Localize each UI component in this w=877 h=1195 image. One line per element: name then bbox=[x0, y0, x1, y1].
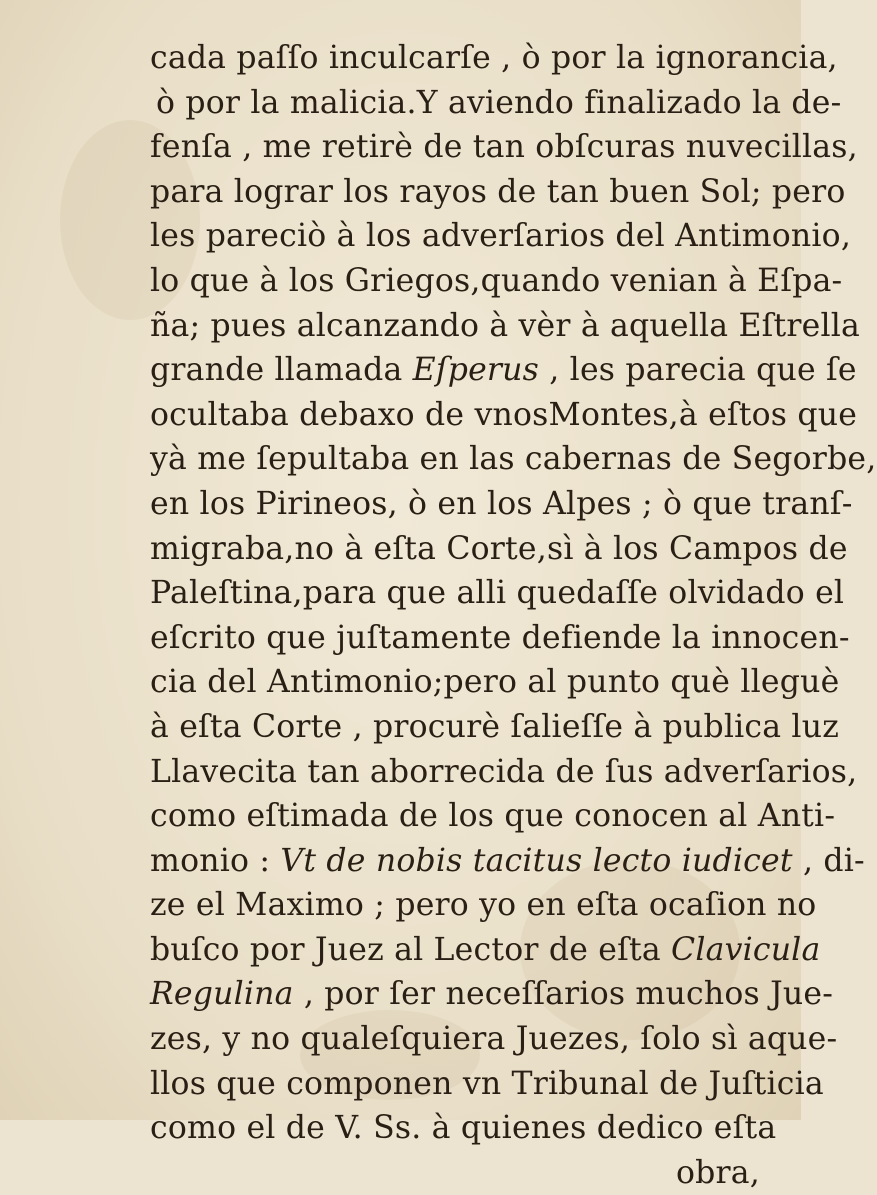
text-line bbox=[150, 81, 842, 126]
text-run: cia del Antimonio;pero al punto què lleguè bbox=[150, 664, 840, 701]
text-run: para lograr los rayos de tan buen Sol; pero bbox=[150, 173, 846, 210]
italic-phrase: Clavicula bbox=[671, 931, 821, 968]
text-line bbox=[150, 393, 858, 438]
text-line bbox=[150, 348, 857, 393]
text-line bbox=[150, 705, 839, 750]
text-run: monio : bbox=[150, 842, 281, 879]
text-line bbox=[150, 170, 846, 215]
text-line bbox=[150, 1017, 838, 1062]
text-line bbox=[150, 125, 858, 170]
text-run: ze el Maximo ; pero yo en eſta ocaſion no bbox=[150, 887, 817, 924]
text-run: buſco por Juez al Lector de eſta bbox=[150, 931, 672, 968]
text-run: Llavecita tan aborrecida de ſus adverſarios, bbox=[150, 753, 858, 790]
text-run: como el de V. Ss. à quienes dedico eſta bbox=[150, 1110, 777, 1147]
text-run: les pareciò à los adverſarios del Antimonio, bbox=[150, 218, 852, 255]
text-run: en los Pirineos, ò en los Alpes ; ò que tranſ- bbox=[150, 485, 853, 522]
text-line bbox=[150, 304, 860, 349]
text-run: Paleſtina,para que alli quedaſſe olvidado el bbox=[150, 575, 845, 612]
text-run: cada paſſo inculcarſe , ò por la ignorancia, bbox=[150, 40, 838, 76]
text-line bbox=[150, 660, 840, 705]
text-run: migraba,no à eſta Corte,sì à los Campos de bbox=[150, 530, 848, 567]
text-line bbox=[150, 928, 821, 973]
text-line bbox=[150, 527, 848, 572]
text-run: como eſtimada de los que conocen al Anti- bbox=[150, 798, 836, 835]
text-line bbox=[150, 839, 865, 884]
text-run: ña; pues alcanzando à vèr à aquella Eſtrella bbox=[150, 307, 860, 344]
text-run: llos que componen vn Tribunal de Juſticia bbox=[150, 1065, 824, 1102]
text-run: fenſa , me retirè de tan obſcuras nuvecillas, bbox=[150, 129, 858, 166]
text-line bbox=[150, 437, 877, 482]
text-line bbox=[150, 1106, 790, 1151]
text-run: yà me ſepultaba en las cabernas de Segorbe, bbox=[150, 441, 877, 478]
text-run: , les parecia que ſe bbox=[539, 352, 857, 389]
italic-phrase: Eſperus bbox=[412, 352, 540, 389]
text-line bbox=[150, 214, 852, 259]
text-run: à eſta Corte , procurè ſalieſſe à publica luz bbox=[150, 708, 839, 745]
text-run: eſcrito que juſtamente defiende la innocen- bbox=[150, 619, 850, 656]
body-text bbox=[150, 36, 877, 1195]
text-line bbox=[150, 1062, 824, 1107]
catchword: obra, bbox=[676, 1154, 760, 1191]
italic-phrase: Vt de nobis tacitus lecto iudicet bbox=[280, 842, 793, 879]
text-run: , di- bbox=[792, 842, 865, 879]
text-line bbox=[150, 259, 843, 304]
text-run: ocultaba debaxo de vnosMontes,à eſtos que bbox=[150, 396, 858, 433]
italic-phrase: Regulina bbox=[150, 976, 294, 1013]
text-run: lo que à los Griegos,quando venian à Eſpa- bbox=[150, 262, 843, 299]
text-run: grande llamada bbox=[150, 352, 413, 389]
text-line bbox=[150, 571, 845, 616]
text-line bbox=[150, 616, 850, 661]
text-run: zes, y no qualeſquiera Juezes, ſolo sì aque- bbox=[150, 1021, 838, 1058]
text-line bbox=[150, 883, 817, 928]
text-line bbox=[150, 36, 838, 81]
text-line bbox=[150, 482, 853, 527]
text-line bbox=[150, 750, 858, 795]
text-line bbox=[150, 794, 836, 839]
text-line bbox=[150, 972, 834, 1017]
text-run: , por ſer neceſſarios muchos Jue- bbox=[293, 976, 834, 1013]
text-run: ò por la malicia.Y aviendo finalizado la de- bbox=[156, 84, 842, 121]
